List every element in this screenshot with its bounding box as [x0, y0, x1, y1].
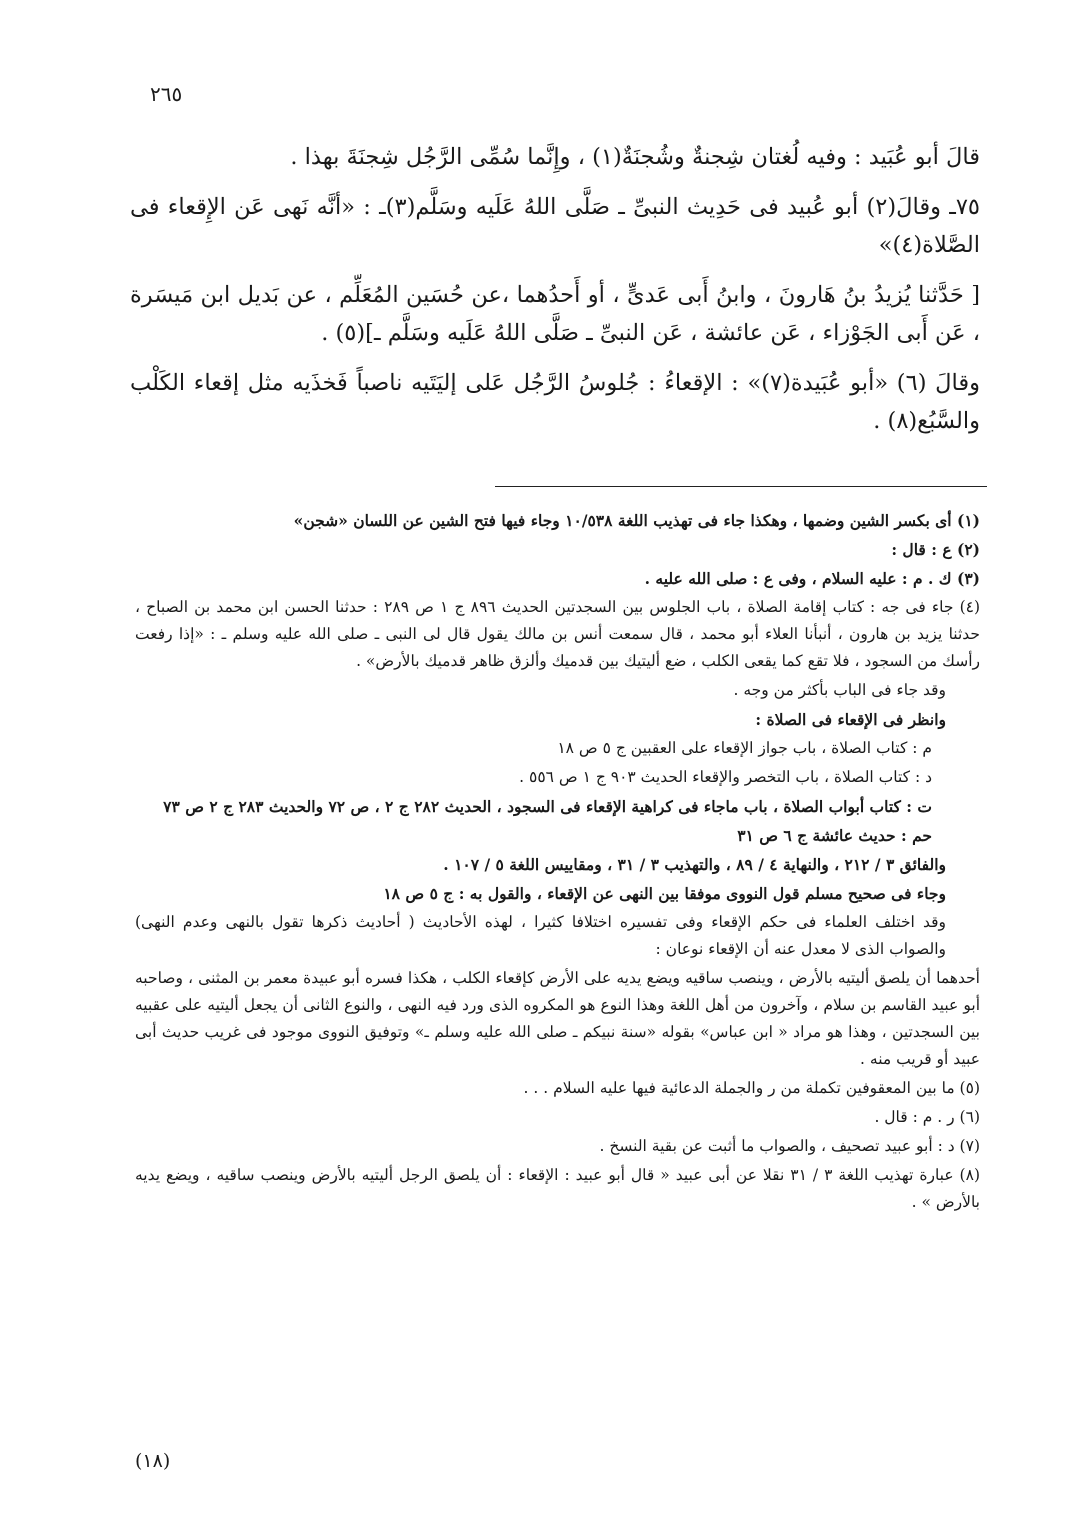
- footnote: (٧) د : أبو عبيد تصحيف ، والصواب ما أثبت عن بقية النسخ .: [599, 1137, 980, 1155]
- footnote: وانظر فى الإقعاء فى الصلاة :: [755, 710, 946, 729]
- footnote: ت : كتاب أبواب الصلاة ، باب ماجاء فى كراهية الإقعاء فى السجود ، الحديث ٢٨٢ ج ٢ ، ص ٧٢ والحديث ٢٨٣ ج ٢ ص ٧٣: [163, 797, 932, 816]
- paragraph: وقالَ (٦) «أبو عُبَيدة(٧)» : الإقعاءُ : جُلوسُ الرَّجُل عَلى إليَتَيه ناصباً فَخذَيه مثل إقعاء الكَلْب والسَّبُع(٨) .: [130, 370, 981, 434]
- footnote: (٦) ر . م : قال .: [874, 1108, 980, 1126]
- footnote: (٥) ما بين المعقوفين تكملة من ر والجملة الدعائية فيها عليه السلام . . .: [523, 1079, 980, 1097]
- footnote: (٣) ك . م : عليه السلام ، وفى ع : صلى الله عليه .: [644, 569, 980, 588]
- footnote: والفائق ٣ / ٢١٢ ، والنهاية ٤ / ٨٩ ، والتهذيب ٣ / ٣١ ، ومقاييس اللغة ٥ / ١٠٧ .: [443, 855, 946, 874]
- footnote: وجاء فى صحيح مسلم قول النووى موفقا بين النهى عن الإقعاء ، والقول به : ج ٥ ص ١٨: [383, 884, 946, 903]
- paragraph: [ حَدَّثنا يُزيدُ بنُ هَارونَ ، وابنُ أَبى عَدىٍّ ، أو أَحدُهما ،عن حُسَين المُعَلِّم ، عن بَديل ابن مَيسَرة ، عَن أَبى الجَوْزاء ، عَن عائشة ، عَن النبىِّ ـ صَلَّى اللهُ عَلَيه وسَلَّم ـ](٥) .: [130, 282, 980, 346]
- paragraph: ٧٥ـ وقالَ(٢) أبو عُبيد فى حَدِيث النبىِّ ـ صَلَّى اللهُ عَلَيه وسَلَّم(٣)ـ : «أنَّه نَهى عَن الإِقعاء فى الصَّلاة(٤)»: [130, 194, 980, 258]
- footnote: وقد جاء فى الباب بأكثر من وجه .: [733, 681, 946, 699]
- page-number: ٢٦٥: [150, 82, 183, 106]
- footnote: (٨) عبارة تهذيب اللغة ٣ / ٣١ نقلا عن أبى عبيد « قال أبو عبيد : الإقعاء : أن يلصق الرجل أليتيه بالأرض وينصب ساقيه ، ويضع يديه بالأرض » .: [135, 1166, 980, 1211]
- footnote: (١) أى بكسر الشين وضمها ، وهكذا جاء فى تهذيب اللغة ١٠/٥٣٨ وجاء فيها فتح الشين عن اللسان «شجن»: [293, 511, 980, 530]
- footnote: د : كتاب الصلاة ، باب التخصر والإقعاء الحديث ٩٠٣ ج ١ ص ٥٥٦ .: [519, 768, 932, 786]
- main-text: [130, 138, 980, 452]
- footnote: حم : حديث عائشة ج ٦ ص ٣١: [737, 826, 932, 845]
- footnotes: [135, 507, 980, 1218]
- footnote: وقد اختلف العلماء فى حكم الإقعاء وفى تفسيره اختلافا كثيرا ، لهذه الأحاديث ( أحاديث ذكرها تقول بالنهى وعدم النهى) والصواب الذى لا معدل عنه أن الإقعاء نوعان :: [135, 913, 946, 958]
- footnote: م : كتاب الصلاة ، باب جواز الإقعاء على العقبين ج ٥ ص ١٨: [557, 739, 932, 757]
- footnote: أحدهما أن يلصق أليتيه بالأرض ، وينصب ساقيه ويضع يديه على الأرض كإقعاء الكلب ، هكذا فسره أبو عبيدة معمر بن المثنى ، وصاحبه أبو عبيد القاسم بن سلام ، وآخرون من أهل اللغة وهذا النوع هو المكروه الذى ورد فيه النهى ، والنوع الثانى أن يجعل أليتيه على عقبيه بين السجدتين ، وهذا هو مراد « ابن عباس» بقوله «سنة نبيكم ـ صلى الله عليه وسلم ـ» وتوفيق النووى موجود فى غريب حديث أبى عبيد أو قريب منه .: [135, 969, 980, 1068]
- footnote-separator: [495, 486, 987, 487]
- paragraph: قالَ أبو عُبَيد : وفيه لُغتان شِجنةٌ وشُجنَةٌ(١) ، وإِنَّما سُمِّى الرَّجُل شِجنَةَ بهذا .: [290, 144, 980, 170]
- footnote: (٢) ع : قال :: [891, 540, 980, 559]
- footnote: (٤) جاء فى جه : كتاب إقامة الصلاة ، باب الجلوس بين السجدتين الحديث ٨٩٦ ج ١ ص ٢٨٩ : حدثنا الحسن ابن محمد بن الصباح ، حدثنا يزيد بن هارون ، أنبأنا العلاء أبو محمد ، قال سمعت أنس بن مالك يقول قال لى النبى ـ صلى الله عليه وسلم ـ : «إذا رفعت رأسك من السجود ، فلا تقع كما يقعى الكلب ، ضع أليتيك بين قدميك وألزق ظاهر قدميك بالأرض» .: [135, 598, 981, 670]
- signature-number: (١٨): [135, 1450, 171, 1472]
